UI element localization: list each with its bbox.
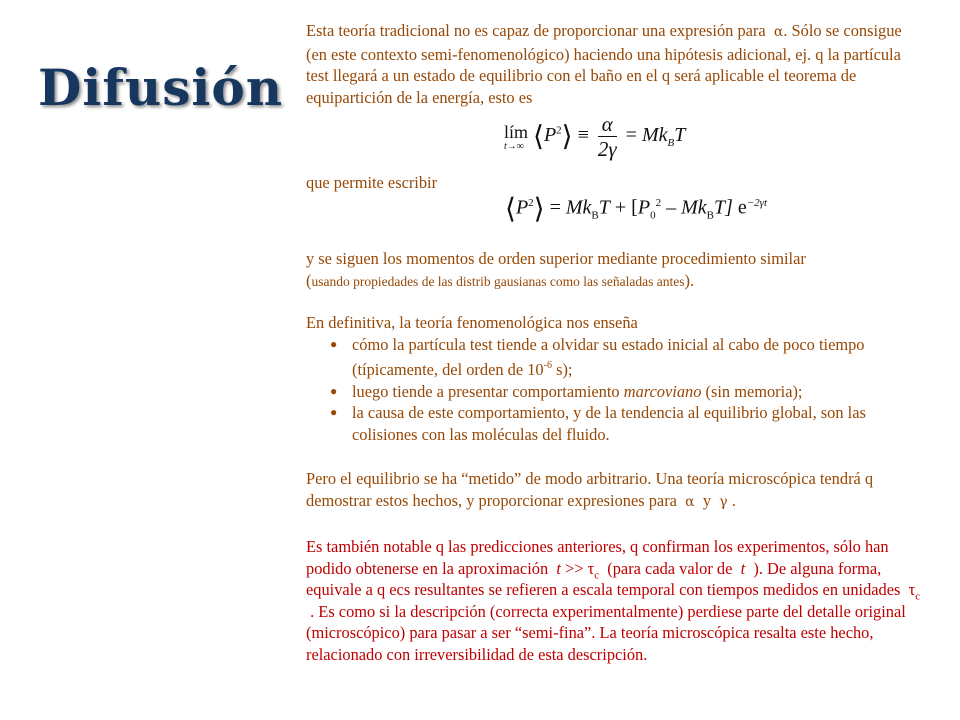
bullet-2-end: (sin memoria); xyxy=(705,381,803,401)
list-item xyxy=(306,381,921,403)
boltzmann-subscript-2: B xyxy=(706,209,714,222)
initial-subscript: 0 xyxy=(650,209,656,222)
notable-text-c: ). De alguna forma, equivale a q ecs resultantes se refieren a escala temporal con tiempos medidos en unidades xyxy=(306,558,901,599)
temperature-term: T xyxy=(598,196,610,219)
intro-text-b: . Sólo se consigue (en este contexto semi-fenomenológico) haciendo una hipótesis adicional, ej. q la partícula test llegará a un estado de equilibrio con el baño en el q será aplicable el teorema de equipartición de la energía, esto es xyxy=(306,21,902,107)
notable-text-b: (para cada valor de xyxy=(607,558,733,578)
paragraph-intro xyxy=(306,20,916,108)
equilibrio-text: Pero el equilibrio se ha “metido” de modo arbitrario. Una teoría microscópica tendrá q demostrar estos hechos, y proporcionar expresiones para xyxy=(306,469,874,510)
equiv-sign: ≡ xyxy=(577,124,589,147)
momentos-text: y se siguen los momentos de orden superior mediante procedimiento similar xyxy=(306,249,806,268)
equation-equipartition: lím t→∞ $⟨P^2⟩$ ≡ $\frac{\alpha}{2\gamma}$ = $Mk_BT$ xyxy=(504,112,686,161)
momentum-exponent: 2 xyxy=(556,124,562,137)
momentos-note: usando propiedades de las distrib gausianas como las señaladas antes xyxy=(311,273,685,289)
tau-symbol: τ xyxy=(908,580,916,599)
list-item xyxy=(306,334,921,381)
bullet-1-text: cómo la partícula test tiende a olvidar su estado inicial al cabo de poco tiempo (típicamente, del orden de 10 xyxy=(352,334,865,379)
list-item xyxy=(306,402,921,445)
equals-sign: = xyxy=(549,196,561,219)
limit-word: lím xyxy=(504,121,529,142)
notable-text-a: Es también notable q las predicciones anteriores, q confirman los experimentos, sólo han podido obtenerse en la aproximación xyxy=(306,537,889,578)
boltzmann-subscript: B xyxy=(591,209,599,222)
paragraph-equilibrio: Pero el equilibrio se ha “metido” de modo arbitrario. Una teoría microscópica tendrá q demostrar estos hechos, y proporcionar expresiones para α y γ . xyxy=(306,469,874,510)
momentum-variable: P xyxy=(515,196,529,219)
bullet-dot-icon: ● xyxy=(330,383,338,398)
equals-sign: = xyxy=(625,124,637,147)
bullet-2-italic: marcoviano xyxy=(623,381,702,401)
equation-momentum-evolution: $⟨P^2⟩ = Mk_BT + [P_0^2 - Mk_BT]$ $e^{-2\gamma t}$ xyxy=(505,194,768,225)
momentum-variable: P xyxy=(543,124,557,147)
boltzmann-subscript: B xyxy=(667,137,675,150)
slide-title: Difusión xyxy=(38,58,284,117)
fraction-denominator: 2γ xyxy=(597,137,617,161)
paragraph-que-permite xyxy=(306,172,437,194)
paragraph-definitiva xyxy=(306,312,921,445)
fraction-numerator: α xyxy=(598,112,617,137)
fraction-alpha-gamma xyxy=(598,112,617,161)
bullet-2-text: luego tiende a presentar comportamiento xyxy=(352,381,620,401)
gamma-symbol: γ xyxy=(719,493,728,510)
temperature-term: T xyxy=(674,124,686,147)
exponential-base: e xyxy=(737,196,747,219)
plus-bracket: + [ xyxy=(614,196,638,219)
temperature-bracket: T] xyxy=(713,196,733,219)
bullet-dot-icon: ● xyxy=(330,405,338,419)
momentum-exponent: 2 xyxy=(528,196,534,209)
mk-term: Mk xyxy=(565,196,592,219)
mk-term: Mk xyxy=(641,124,668,147)
bullet-list xyxy=(306,334,921,446)
bullet-3-text: la causa de este comportamiento, y de la tendencia al equilibrio global, son las colisiones con las moléculas del fluido. xyxy=(352,403,866,444)
bullet-1-end: s); xyxy=(556,360,573,379)
limit-subscript: t→∞ xyxy=(504,140,524,152)
definitiva-intro: En definitiva, la teoría fenomenológica nos enseña xyxy=(306,313,638,332)
paragraph-momentos: y se siguen los momentos de orden superior mediante procedimiento similar (usando propiedades de las distrib gausianas como las señaladas antes). xyxy=(306,249,806,290)
que-permite-text: que permite escribir xyxy=(306,173,438,192)
notable-text-d: . Es como si la descripción (correcta experimentalmente) perdiese parte del detalle original (microscópico) para pasar a ser “semi-fina”. La teoría microscópica resalta este hecho, relacionado con irreversibilidad de esta descripción. xyxy=(306,601,906,664)
alpha-symbol: α xyxy=(773,24,784,40)
alpha-symbol: α xyxy=(685,493,695,510)
limit-operator xyxy=(504,122,528,152)
intro-text-a: Esta teoría tradicional no es capaz de proporcionar una expresión para xyxy=(306,21,766,40)
exponential-exponent: −2γt xyxy=(746,196,768,209)
bullet-1-exponent: -6 xyxy=(543,360,552,371)
bullet-dot-icon: ● xyxy=(330,336,338,351)
initial-exponent: 2 xyxy=(655,196,662,209)
initial-momentum: P xyxy=(637,196,651,219)
paragraph-notable: Es también notable q las predicciones anteriores, q confirman los experimentos, sólo han podido obtenerse en la aproximación $t >> \tau_c$ (para cada valor de t ). De alguna forma, equivale a q ecs resultantes se refieren a escala temporal con tiempos medidos en unidades $\tau_c$ . Es como si la descripción (correcta experimentalmente) perdiese parte del detalle original (microscópico) para pasar a ser “semi-fina”. La teoría microscópica resalta este hecho, relacionado con irreversibilidad de esta descripción. xyxy=(306,537,921,664)
minus-mk-term: – Mk xyxy=(666,196,707,219)
